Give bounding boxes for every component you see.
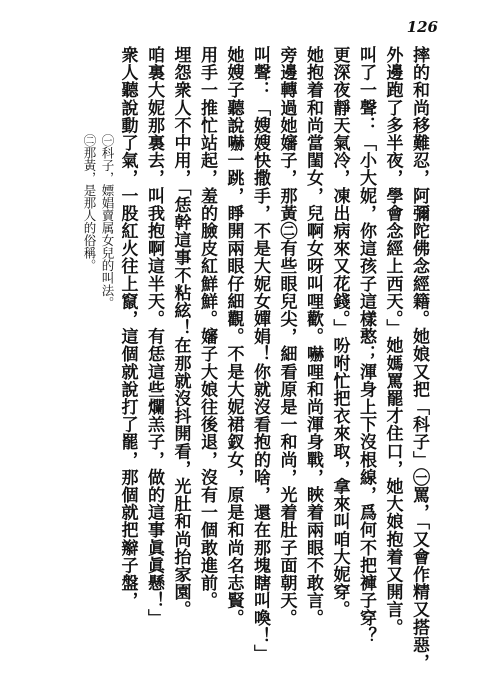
page-number: 126 [406, 18, 438, 36]
verse-column: 叫了一聲：「小大妮，你這孩子這樣憨；渾身上下沒根線，爲何不把褲子穿？ [356, 46, 376, 645]
footnote-mark: ㊁ [82, 134, 97, 147]
verse-column: 旁邊轉過她嬸子，那黃㊁有些眼兒尖，細看原是一和尚，光着肚子面朝天。 [276, 46, 297, 627]
verse-column: 更深夜靜天氣冷，凍出病來又花錢。」吩咐忙把衣來取，拿來叫咱大妮穿。 [329, 46, 350, 619]
verse-column: 她嫂子聽說嚇一跳，睜開兩眼仔細觀。不是大妮裙釵女，原是和尚名志賢。 [223, 46, 244, 627]
verse-column: 叫聲：「嫂嫂快撒手，不是大妮女嬋娟！你就沒看抱的啥，還在那塊瞎叫喚！」 [250, 46, 270, 662]
verse-body [114, 46, 432, 672]
footnote-text: 那黃，是那人的俗稱。 [82, 146, 97, 272]
footnote [80, 134, 98, 604]
footnotes [80, 134, 116, 604]
verse-column: 外邊跑了多半夜，學會念經上西天。」她媽罵罷才住口，她大娘抱着又開言。 [382, 46, 403, 636]
verse-column: 摔的和尚移難忍，阿彌陀佛念經籍。她娘又把「科子」㊀罵，「又會作精又搭惡， [409, 46, 429, 672]
verse-column: 咱裏大妮那裏去，叫我抱啊這半天。有恁這些爛羔子，做的這事眞眞懸！」 [144, 46, 164, 627]
footnote-mark: ㊀ [100, 134, 115, 147]
verse-column: 她抱着和尚當閨女，兒啊女呀叫哩歡。嚇哩和尚渾身戰，䀹着兩眼不敢言。 [303, 46, 323, 627]
verse-column: 衆人聽說動了氣，一股紅火往上竄，這個就說打了罷，那個就把辮子盤， [117, 46, 138, 610]
footnote [98, 134, 116, 604]
verse-column: 用手一推忙站起，羞的臉皮紅鮮鮮。嬸子大娘往後退，沒有一個敢進前。 [197, 46, 217, 610]
verse-column: 埋怨衆人不中用，「恁幹這事不粘絃！在那就沒抖開看，光肚和尚抬家園。 [170, 46, 191, 619]
footnote-text: 科子，嫖娼賣属女兒的叫法。 [100, 146, 115, 309]
